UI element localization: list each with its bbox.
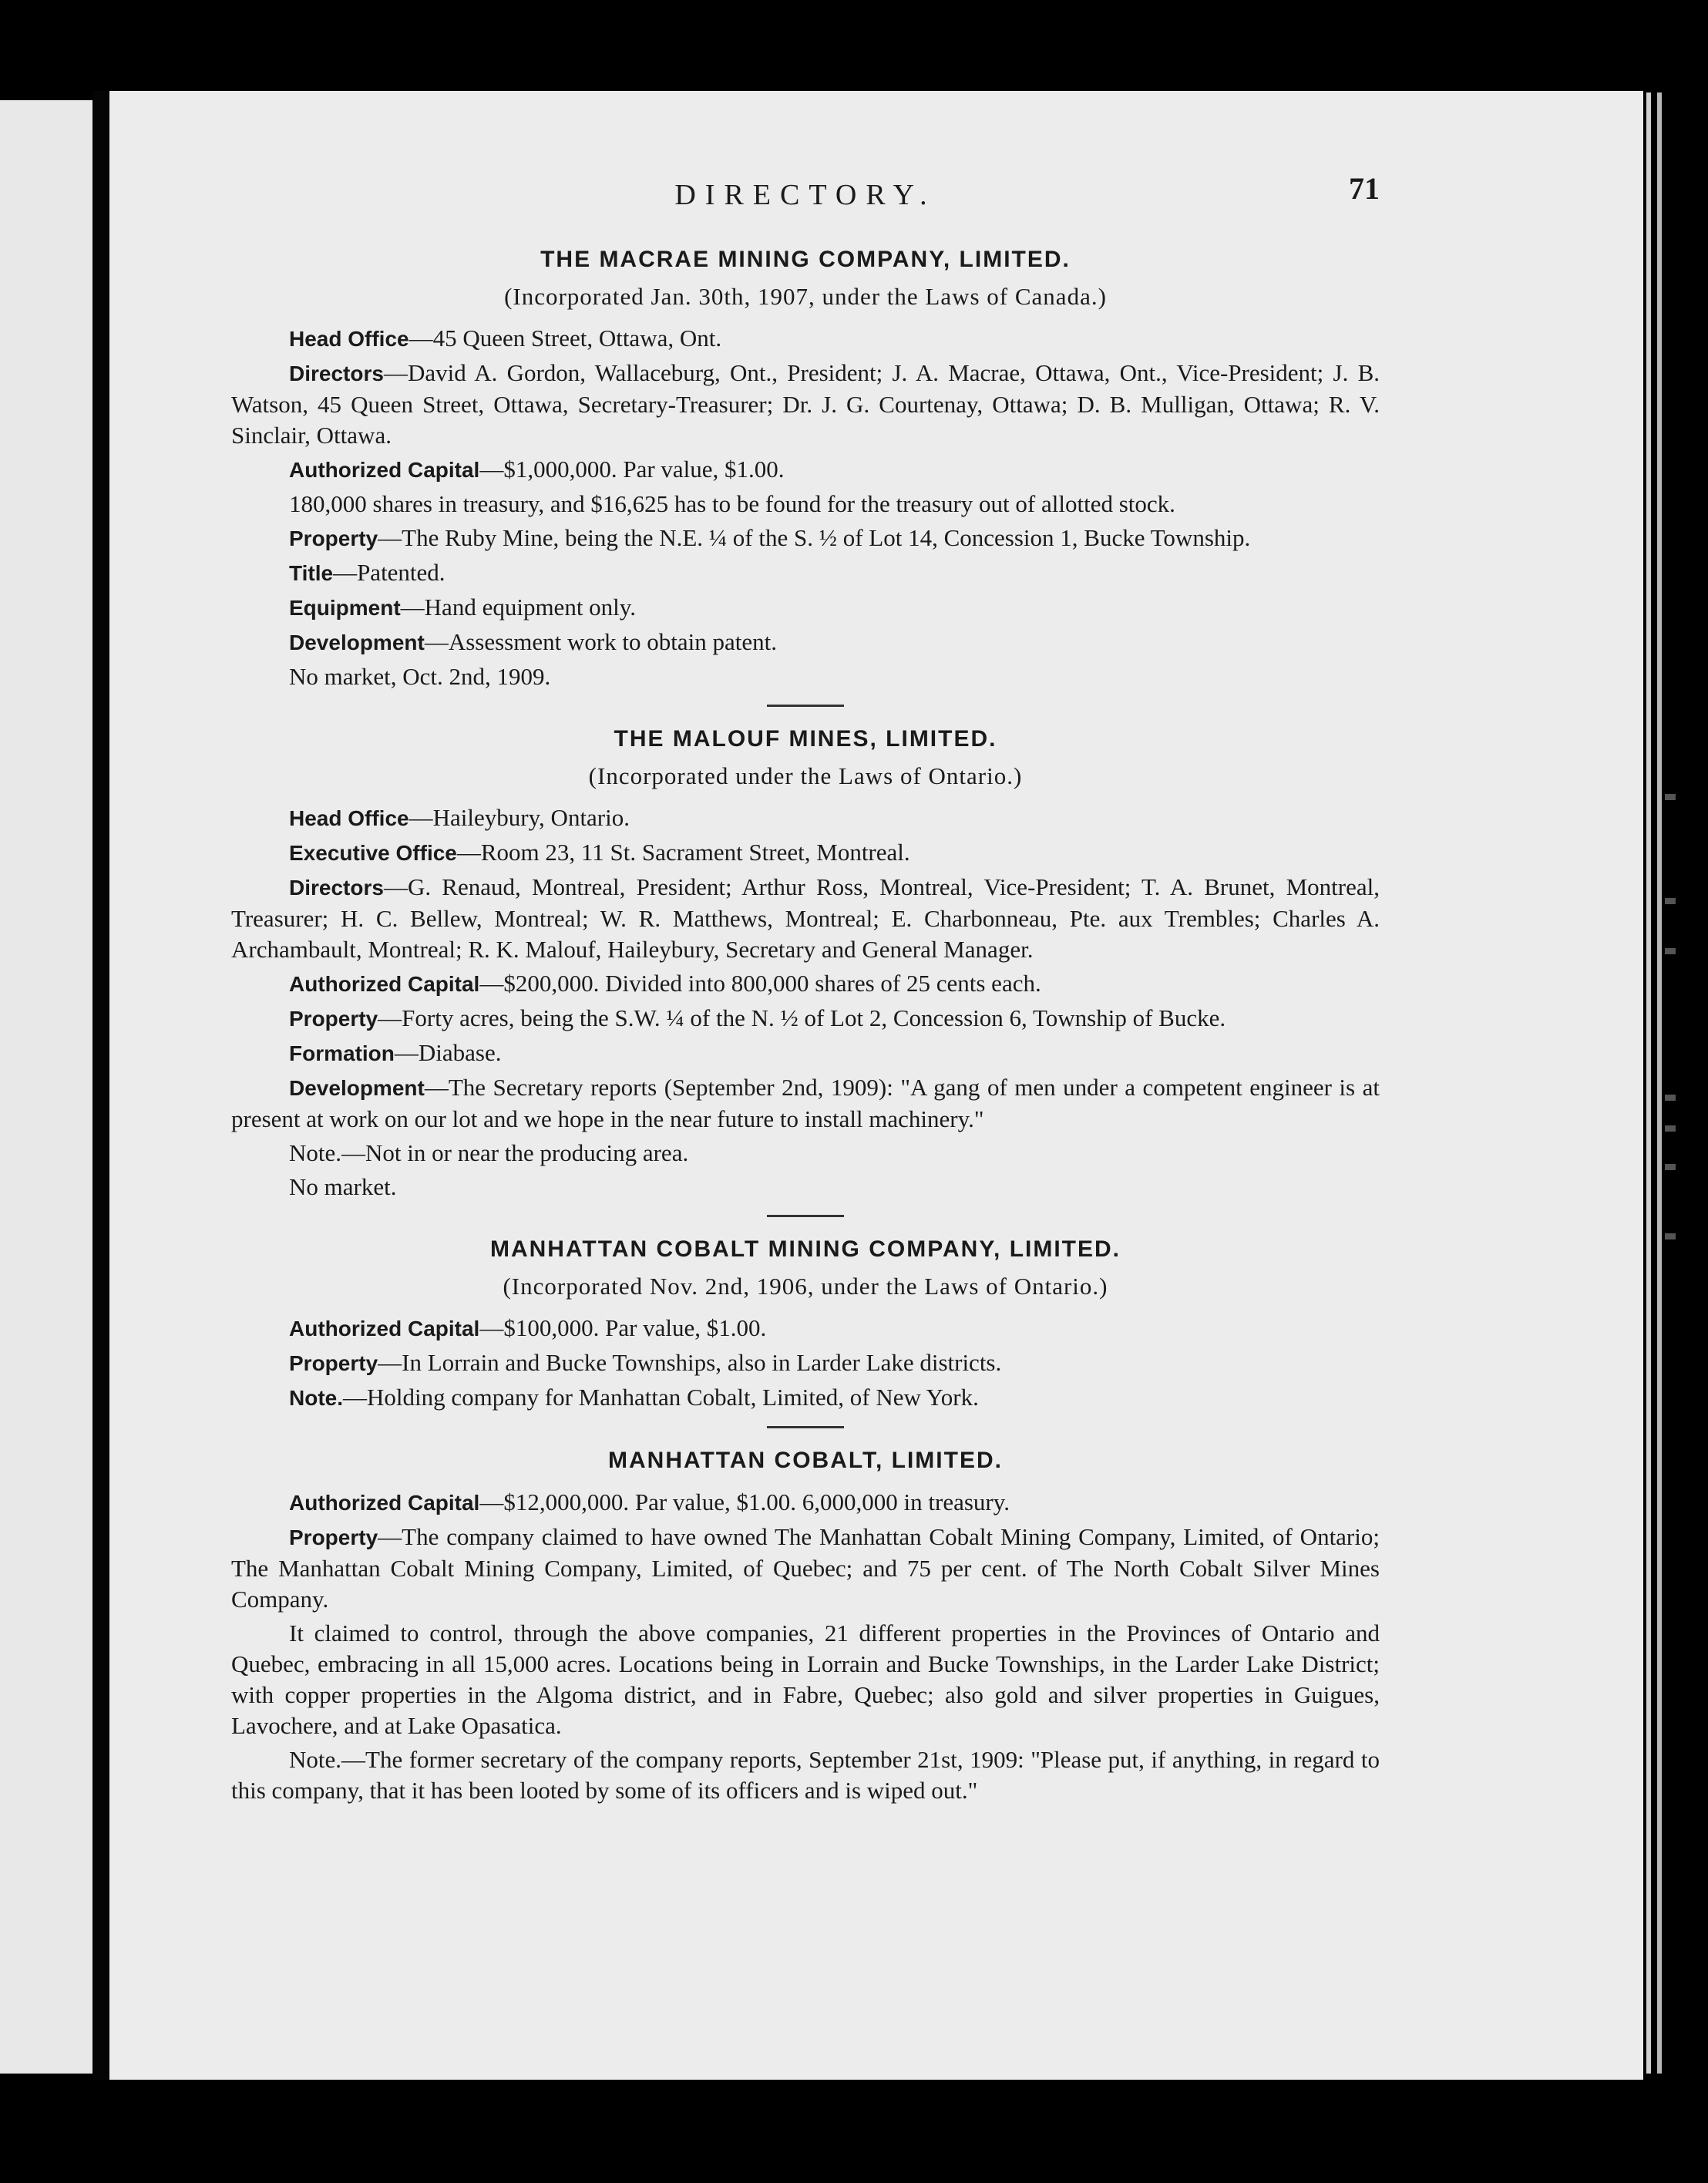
page-edge: [1657, 92, 1662, 2074]
entry-text: $100,000. Par value, $1.00.: [503, 1314, 767, 1341]
entry-text: Haileybury, Ontario.: [432, 804, 630, 831]
entry-text: 180,000 shares in treasury, and $16,625 has to be found for the treasury out of allotted stock.: [289, 490, 1175, 517]
section-divider: [767, 705, 844, 707]
entry-label: Head Office: [289, 327, 409, 351]
entry-paragraph: [231, 872, 1380, 965]
entry-paragraph: [231, 1313, 1380, 1344]
entry-text: G. Renaud, Montreal, President; Arthur Ross, Montreal, Vice-President; T. A. Brunet, Montreal, Treasurer; H. C. Bellew, Montreal; W. R. Matthews, Montreal; E. Charbonneau, Pte. aux Trembles; Charles A. Archambault, Montreal; R. K. Malouf, Haileybury, Secretary and General Manager.: [231, 873, 1380, 963]
dash: —: [378, 1523, 402, 1550]
dash: —: [383, 873, 408, 900]
entry-text: $1,000,000. Par value, $1.00.: [503, 456, 785, 483]
entry-paragraph: [231, 1618, 1380, 1741]
dash: —: [378, 1004, 402, 1031]
entry-paragraph: [231, 592, 1380, 624]
entry-text: Room 23, 11 St. Sacrament Street, Montreal.: [480, 839, 910, 866]
dash: —: [378, 1349, 402, 1376]
incorporation-note: (Incorporated under the Laws of Ontario.): [588, 762, 1023, 789]
entry-paragraph: [231, 1347, 1380, 1379]
entry-label: Property: [289, 1525, 378, 1549]
dash: —: [400, 594, 425, 621]
entry-label: Property: [289, 1351, 378, 1375]
entry-text: 45 Queen Street, Ottawa, Ont.: [432, 325, 722, 352]
dash: —: [383, 359, 408, 386]
entry-label: Directors: [289, 362, 384, 385]
dash: —: [394, 1039, 419, 1066]
dash: —: [456, 839, 481, 866]
entry-text: $200,000. Divided into 800,000 shares of 25 cents each.: [503, 970, 1041, 997]
incorporation-note: (Incorporated Nov. 2nd, 1906, under the Laws of Ontario.): [503, 1273, 1108, 1300]
dash: —: [343, 1384, 367, 1411]
entry-paragraph: [231, 1172, 1380, 1202]
entry-label: Equipment: [289, 596, 401, 620]
entry-text: David A. Gordon, Wallaceburg, Ont., President; J. A. Macrae, Ottawa, Ont., Vice-President; J. B. Watson, 45 Queen Street, Ottawa, Secretary-Treasurer; Dr. J. G. Courtenay, Ottawa; D. B. Mulligan, Ottawa; R. V. Sinclair, Ottawa.: [231, 359, 1380, 449]
entry-paragraph: [231, 489, 1380, 520]
entry-paragraph: [231, 323, 1380, 355]
company-title: MANHATTAN COBALT, LIMITED.: [608, 1448, 1003, 1473]
dash: —: [479, 1488, 504, 1515]
entry-text: No market, Oct. 2nd, 1909.: [289, 663, 551, 690]
company-title: THE MALOUF MINES, LIMITED.: [614, 726, 997, 752]
margin-marks: [1665, 794, 1696, 1334]
entry-text: Holding company for Manhattan Cobalt, Limited, of New York.: [367, 1384, 979, 1411]
entry-label: Title: [289, 561, 334, 585]
entry-paragraph: [231, 1038, 1380, 1069]
dash: —: [479, 1314, 504, 1341]
entry-label: Authorized Capital: [289, 1317, 480, 1340]
entry-text: Note.—Not in or near the producing area.: [289, 1139, 689, 1166]
entry-paragraph: [231, 968, 1380, 1000]
entry-label: Directors: [289, 876, 384, 900]
facing-page-edge: [0, 100, 92, 2074]
dash: —: [409, 325, 433, 352]
entry-text: Note.—The former secretary of the company reports, September 21st, 1909: "Please put, if anything, in regard to this company, that it has been looted by some of its officers and is wiped out.": [231, 1746, 1380, 1804]
entry-text: Diabase.: [418, 1039, 502, 1066]
entry-paragraph: [231, 557, 1380, 589]
entry-paragraph: [231, 627, 1380, 658]
directory-entries: [231, 244, 1380, 1806]
company-title: THE MACRAE MINING COMPANY, LIMITED.: [540, 247, 1071, 272]
running-header: [231, 173, 1380, 227]
entry-label: Formation: [289, 1041, 395, 1065]
entry-paragraph: [231, 1487, 1380, 1519]
dash: —: [424, 628, 449, 655]
book-gutter: [92, 91, 109, 2080]
entry-paragraph: [231, 1744, 1380, 1806]
page-edge: [1646, 92, 1651, 2074]
entry-label: Authorized Capital: [289, 1491, 480, 1515]
entry-text: In Lorrain and Bucke Townships, also in Larder Lake districts.: [402, 1349, 1002, 1376]
entry-paragraph: [231, 802, 1380, 834]
entry-text: The company claimed to have owned The Manhattan Cobalt Mining Company, Limited, of Ontario; The Manhattan Cobalt Mining Company, Limited, of Quebec; and 75 per cent. of The North Cobalt Silver Mines Company.: [231, 1523, 1380, 1613]
entry-paragraph: [231, 1522, 1380, 1615]
entry-text: Assessment work to obtain patent.: [448, 628, 778, 655]
running-head: DIRECTORY.: [674, 179, 936, 211]
entry-paragraph: [231, 1382, 1380, 1414]
entry-label: Executive Office: [289, 841, 457, 865]
entry-label: Property: [289, 1007, 378, 1031]
section-divider: [767, 1426, 844, 1428]
entry-label: Authorized Capital: [289, 458, 480, 482]
entry-paragraph: [231, 661, 1380, 692]
incorporation-note: (Incorporated Jan. 30th, 1907, under the Laws of Canada.): [504, 283, 1107, 310]
page-content: [231, 173, 1380, 1809]
entry-label: Note.: [289, 1386, 343, 1410]
entry-text: No market.: [289, 1173, 397, 1200]
section-divider: [767, 1215, 844, 1217]
page-number: 71: [1349, 171, 1380, 206]
entry-label: Head Office: [289, 806, 409, 830]
dash: —: [479, 970, 504, 997]
entry-text: The Ruby Mine, being the N.E. ¼ of the S. ½ of Lot 14, Concession 1, Bucke Township.: [402, 524, 1251, 551]
dash: —: [409, 804, 433, 831]
entry-paragraph: [231, 454, 1380, 486]
company-title: MANHATTAN COBALT MINING COMPANY, LIMITED.: [489, 1236, 1121, 1262]
entry-paragraph: [231, 523, 1380, 554]
dash: —: [333, 559, 358, 586]
entry-label: Development: [289, 1076, 425, 1100]
entry-text: Forty acres, being the S.W. ¼ of the N. ½ of Lot 2, Concession 6, Township of Bucke.: [402, 1004, 1226, 1031]
entry-text: Patented.: [357, 559, 445, 586]
entry-paragraph: [231, 837, 1380, 869]
entry-paragraph: [231, 1138, 1380, 1169]
entry-text: $12,000,000. Par value, $1.00. 6,000,000 in treasury.: [503, 1488, 1010, 1515]
entry-label: Property: [289, 526, 378, 550]
entry-text: Hand equipment only.: [424, 594, 637, 621]
dash: —: [424, 1074, 449, 1101]
dash: —: [479, 456, 504, 483]
entry-text: It claimed to control, through the above companies, 21 different properties in the Provinces of Ontario and Quebec, embracing in all 15,000 acres. Locations being in Lorrain and Bucke Townships, in the Larder Lake District; with copper properties in the Algoma district, and in Fabre, Quebec; also gold and silver properties in Guigues, Lavochere, and at Lake Opasatica.: [231, 1620, 1380, 1739]
entry-paragraph: [231, 1003, 1380, 1034]
entry-paragraph: [231, 1072, 1380, 1135]
entry-paragraph: [231, 358, 1380, 451]
dash: —: [378, 524, 402, 551]
entry-label: Authorized Capital: [289, 972, 480, 996]
entry-label: Development: [289, 631, 425, 654]
entry-text: The Secretary reports (September 2nd, 1909): "A gang of men under a competent engineer is at present at work on our lot and we hope in the near future to install machinery.": [231, 1074, 1380, 1132]
